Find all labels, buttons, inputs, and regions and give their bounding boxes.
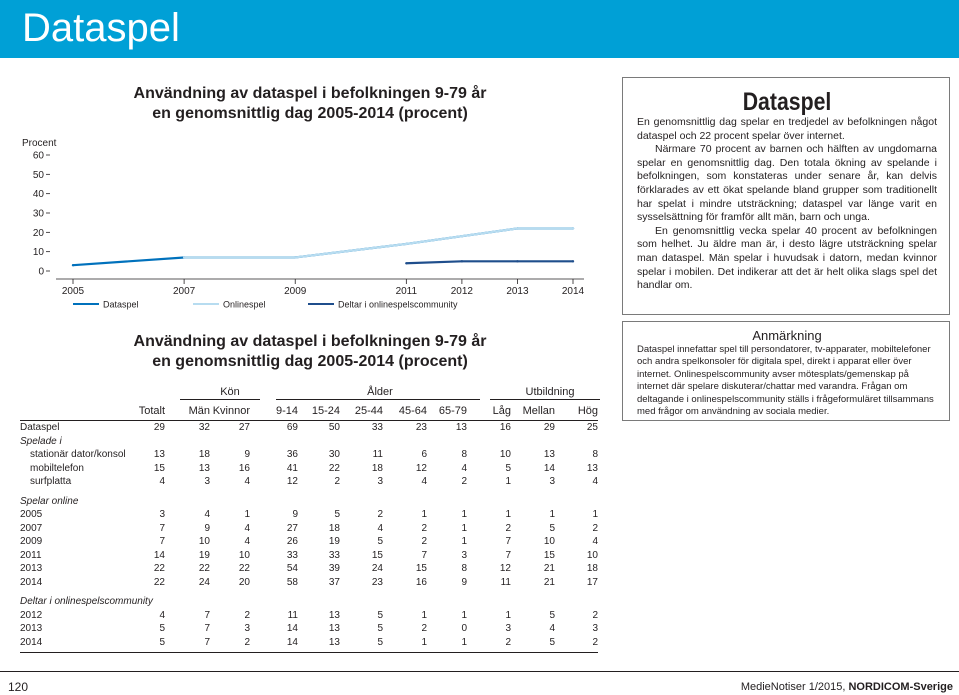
x-tick-label: 2007 [172,286,196,297]
x-tick-label: 2013 [506,286,529,297]
column-header: Totalt [138,405,165,417]
table-cell: 58 [286,576,298,588]
column-header: Hög [577,405,598,417]
table-cell: 3 [159,509,165,520]
table-cell: 17 [586,576,598,588]
table-cell: 22 [153,563,165,574]
data-point [294,256,296,258]
table-row [20,610,598,623]
column-header: 25-44 [354,405,383,417]
y-tick-label: 40 [32,189,44,201]
publisher-name: NORDICOM-Sverige [848,681,953,693]
table-cell: 8 [592,449,598,460]
legend-label: Dataspel [103,299,139,310]
table-cell: 69 [286,422,298,433]
table-cell: 3 [592,623,598,634]
chart-title-line2: en genomsnittlig dag 2005-2014 (procent) [152,105,468,122]
table-cell: 18 [586,563,598,574]
table-cell: 13 [328,609,340,621]
table-cell: 14 [543,462,555,474]
table-cell: 27 [238,422,250,433]
row-label: 2011 [20,549,42,561]
table-cell: 32 [198,422,210,433]
note-title: Anmärkning [752,328,822,343]
table-cell: 4 [159,476,165,487]
table-cell: 4 [461,462,467,474]
table-cell: 2 [421,623,427,634]
table-cell: 19 [198,549,210,561]
table-cell: 7 [159,536,165,547]
info-paragraph-2: Närmare 70 procent av barnen och hälften av ungdomarna spelar en genomsnittlig dag. Den totala ökning av spelande i befolkningen, som konstateras under senare år, kan delvis förklarades av ett ökat spelande bland grupper som traditionellt har spelat i mindre utsträckning; dataspel var länge varit en sysselsättning för framför allt män, barn och unga. [637,143,937,224]
table-cell: 3 [377,476,383,487]
table-cell: 7 [204,623,210,634]
table-cell: 4 [421,476,427,487]
table-cell: 1 [549,509,555,520]
series-line-0 [73,228,573,265]
publication-name: MedieNotiser 1/2015, [740,681,846,693]
page-title: Dataspel [22,6,180,50]
column-group-header: Utbildning [525,386,575,398]
table-row [20,523,598,536]
table-cell: 14 [153,549,165,561]
table-cell: 4 [549,623,555,634]
table-cell: 1 [505,609,511,621]
table-row [20,476,598,489]
table-cell: 13 [586,462,598,474]
table-cell: 14 [286,623,298,634]
table-cell: 13 [153,449,165,460]
table-cell: 14 [286,636,298,648]
header-rule [20,420,598,421]
column-group-rule [180,399,260,400]
data-point [572,227,574,229]
table-cell: 30 [328,449,340,460]
table-cell: 1 [505,509,511,520]
table-cell: 9 [292,509,298,520]
legend-label: Onlinespel [223,299,266,310]
column-header: Kvinnor [212,405,250,417]
table-cell: 27 [286,522,298,534]
table-bottom-rule [20,652,598,653]
table-cell: 1 [421,636,427,648]
table-cell: 1 [505,476,511,487]
table-cell: 5 [159,636,165,648]
table-cell: 37 [328,576,340,588]
table-cell: 5 [505,462,511,474]
table-cell: 1 [461,609,467,621]
data-point [405,262,407,264]
data-point [461,235,463,237]
column-group-header: Kön [220,386,240,398]
data-point [572,260,574,262]
table-cell: 23 [415,422,427,433]
table-cell: 5 [549,636,555,648]
table-cell: 12 [286,476,298,487]
row-label: Dataspel [20,422,60,433]
table-cell: 21 [543,576,555,588]
table-cell: 0 [461,623,467,634]
table-cell: 29 [153,422,165,433]
table-cell: 12 [415,462,427,474]
table-cell: 1 [461,636,467,648]
data-point [516,260,518,262]
table-cell: 2 [592,636,598,648]
table-row [20,637,598,650]
table-cell: 4 [244,476,250,487]
table-cell: 3 [244,623,250,634]
x-tick-label: 2005 [61,286,85,297]
table-cell: 13 [455,422,467,433]
y-tick-label: 50 [32,169,44,181]
row-label: 2013 [20,623,43,634]
table-cell: 10 [238,549,250,561]
table-cell: 3 [549,476,555,487]
page-number: 120 [8,680,29,694]
table-cell: 10 [543,536,555,547]
table-cell: 29 [543,422,555,433]
table-row [20,463,598,476]
table-cell: 5 [377,636,383,648]
table-cell: 13 [198,462,210,474]
x-tick-label: 2014 [561,286,585,297]
column-group-header: Ålder [367,386,393,398]
table-cell: 7 [204,636,210,648]
row-label: surfplatta [30,476,72,487]
note-box [622,321,950,421]
table-cell: 9 [204,522,210,534]
table-row [20,536,598,549]
y-tick-label: 10 [32,247,44,259]
table-cell: 5 [549,609,555,621]
table-cell: 18 [328,522,340,534]
row-label: mobiltelefon [30,462,84,474]
column-header: Mellan [522,405,555,417]
table-cell: 2 [334,476,340,487]
column-header: Män [188,405,210,417]
table-cell: 4 [244,522,250,534]
x-tick-label: 2009 [284,286,307,297]
table-cell: 33 [286,549,298,561]
table-row [20,422,598,435]
table-cell: 7 [159,522,165,534]
table-cell: 3 [204,476,210,487]
table-cell: 3 [461,549,467,561]
info-paragraph-1: En genomsnittlig dag spelar en tredjedel av befolkningen något dataspel och 22 procent spelar över internet. [637,116,937,142]
note-text: Dataspel innefattar spel till persondatorer, tv-apparater, mobiltelefoner och andra spelkonsoler för digitala spel, direkt i apparat eller över internet. Onlinespelscommunity avser mötesplats/gemenskap på internet där spelare diskuterar/chattar med varandra. Frågan om deltagande i onlinespelscommunity ställs i frågeformuläret tillsammans med frågor om användning av sociala medier. [637,344,934,418]
data-point [405,243,407,245]
x-tick-label: 2011 [395,286,418,297]
table-cell: 4 [377,522,383,534]
data-point [72,264,74,266]
table-row [20,623,598,636]
table-cell: 15 [153,462,165,474]
table-cell: 22 [238,563,250,574]
column-header: 9-14 [275,405,298,417]
chart-title-line1: Användning av dataspel i befolkningen 9-79 år [133,85,487,102]
row-label: stationär dator/konsol [30,449,126,460]
table-cell: 5 [377,536,383,547]
table-cell: 1 [461,536,467,547]
table-cell: 2 [421,522,427,534]
info-title: Dataspel [742,88,832,116]
y-tick-label: 60 [32,150,44,162]
table-cell: 15 [371,549,383,561]
column-header: 15-24 [311,405,340,417]
table-row [20,563,598,576]
y-axis-label: Procent [22,138,57,149]
table-cell: 1 [244,509,250,520]
table-cell: 4 [592,536,598,547]
table-row [20,509,598,522]
table-title-line1: Användning av dataspel i befolkningen 9-79 år [133,333,487,350]
table-cell: 4 [592,476,598,487]
table-cell: 8 [461,563,467,574]
table-cell: 1 [421,509,427,520]
table-cell: 2 [421,536,427,547]
table-cell: 13 [328,636,340,648]
table-cell: 39 [328,563,340,574]
table-section-label: Deltar i onlinespelscommunity [20,596,153,607]
table-cell: 2 [461,476,467,487]
y-tick-label: 30 [32,208,44,220]
table-cell: 1 [461,522,467,534]
column-group-rule [276,399,480,400]
table-cell: 25 [586,422,598,433]
table-cell: 36 [286,449,298,460]
table-cell: 2 [592,609,598,621]
table-cell: 18 [371,462,383,474]
table-cell: 11 [287,609,298,621]
table-cell: 7 [505,536,511,547]
table-row [20,449,598,462]
table-cell: 1 [461,509,467,520]
table-cell: 5 [377,609,383,621]
table-cell: 16 [238,462,250,474]
series-line-1 [184,228,573,257]
table-cell: 19 [328,536,340,547]
column-group-rule [490,399,600,400]
series-line-2 [406,261,573,263]
table-cell: 54 [286,563,298,574]
row-label: 2009 [20,536,43,547]
data-point [183,256,185,258]
table-cell: 7 [421,549,427,561]
table-cell: 10 [499,449,511,460]
data-point [516,227,518,229]
column-header: 65-79 [438,405,467,417]
table-cell: 10 [198,536,210,547]
footer-divider [0,671,959,672]
table-cell: 41 [286,462,298,474]
table-section-label: Spelade i [20,435,62,447]
table-cell: 2 [505,636,511,648]
line-chart [18,128,598,320]
table-cell: 4 [204,509,210,520]
table-cell: 8 [461,449,467,460]
table-cell: 15 [415,563,427,574]
y-tick-label: 0 [38,266,44,278]
table-cell: 5 [159,623,165,634]
row-label: 2013 [20,563,43,574]
table-cell: 2 [244,609,250,621]
table-cell: 23 [371,576,383,588]
header-banner [0,0,959,58]
table-cell: 4 [244,536,250,547]
table-cell: 1 [592,509,598,520]
table-cell: 4 [159,609,165,621]
table-cell: 2 [505,522,511,534]
table-cell: 18 [198,449,210,460]
row-label: 2012 [20,609,43,621]
table-cell: 5 [377,623,383,634]
table-section-label: Spelar online [20,495,79,507]
table-cell: 22 [328,462,340,474]
column-header: Låg [492,405,511,417]
x-tick-label: 2012 [450,286,474,297]
info-paragraph-3: En genomsnittlig vecka spelar 40 procent av befolkningen som helhet. Ju äldre man är, i desto lägre utsträckning spelar man dataspel. Män spelar i huvudsak i datorn, medan kvinnor spelar i mobilen. Det indikerar att det är helt olika slags spel det handlar om. [637,224,937,292]
table-row [20,577,598,590]
table-cell: 3 [505,623,511,634]
table-cell: 2 [592,522,598,534]
column-header: 45-64 [398,405,427,417]
table-row [20,550,598,563]
table-cell: 6 [421,449,427,460]
table-cell: 21 [543,563,555,574]
table-cell: 5 [334,509,340,520]
table-cell: 16 [415,576,427,588]
table-cell: 5 [549,522,555,534]
table-cell: 2 [377,509,383,520]
table-cell: 2 [244,636,250,648]
table-cell: 1 [421,609,427,621]
table-cell: 33 [328,549,340,561]
table-cell: 13 [543,449,555,460]
legend-label: Deltar i onlinespelscommunity [338,299,458,310]
table-cell: 24 [198,576,210,588]
info-box [622,77,950,315]
table-cell: 7 [204,609,210,621]
table-cell: 9 [244,449,250,460]
table-cell: 50 [328,422,340,433]
footer-credit [741,681,953,693]
data-point [461,260,463,262]
row-label: 2007 [20,522,43,534]
table-cell: 7 [505,549,511,561]
row-label: 2005 [20,509,43,520]
table-cell: 15 [543,549,555,561]
table-cell: 9 [461,576,467,588]
table-cell: 16 [499,422,511,433]
y-tick-label: 20 [32,227,44,239]
table-title-line2: en genomsnittlig dag 2005-2014 (procent) [152,353,468,370]
table-cell: 22 [198,563,210,574]
row-label: 2014 [20,576,43,588]
table-cell: 10 [586,549,598,561]
table-cell: 11 [500,576,511,588]
table-cell: 12 [499,563,511,574]
table-cell: 20 [238,576,250,588]
table-cell: 11 [372,449,383,460]
table-cell: 13 [328,623,340,634]
table-cell: 33 [371,422,383,433]
table-cell: 24 [371,563,383,574]
table-cell: 22 [153,576,165,588]
table-cell: 26 [286,536,298,547]
row-label: 2014 [20,636,43,648]
